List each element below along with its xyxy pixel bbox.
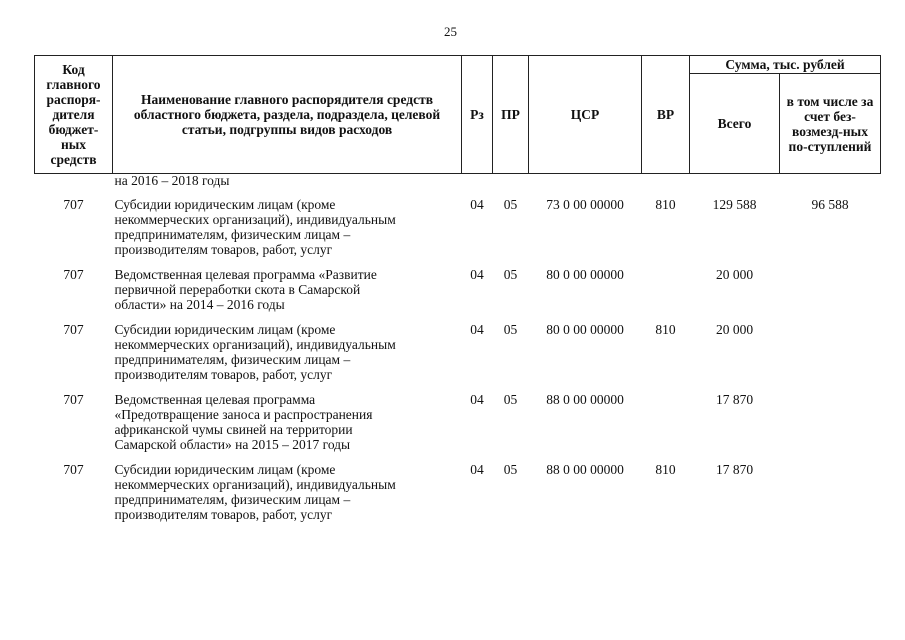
grants-cell [780, 312, 881, 382]
grants-cell [780, 452, 881, 522]
header-pr: ПР [493, 56, 529, 174]
name-text: Ведомственная целевая программа «Предотвращение заноса и распространения африканской чумы свиней на территории Самарской области» на 2015 – 2017 годы [114, 392, 373, 452]
table-row [35, 452, 881, 522]
rz-cell: 04 [470, 322, 484, 337]
pr-cell: 05 [503, 392, 518, 407]
code-cell: 707 [63, 392, 84, 407]
name-cell [113, 312, 462, 382]
page-number: 25 [444, 24, 457, 39]
budget-table [34, 55, 881, 522]
code-cell: 707 [63, 322, 84, 337]
table-row [35, 312, 881, 382]
pr-cell: 05 [503, 322, 518, 337]
csr-cell: 80 0 00 00000 [546, 267, 624, 282]
continuation-text: на 2016 – 2018 годы [114, 173, 230, 188]
name-text: Субсидии юридическим лицам (кроме некоммерческих организаций), индивидуальным предпринимателям, физическим лицам – производителям товаров, работ, услуг [114, 322, 396, 382]
rz-cell: 04 [470, 462, 484, 477]
csr-cell: 73 0 00 00000 [546, 197, 624, 212]
code-cell: 707 [63, 197, 84, 212]
header-grants: в том числе за счет без-возмезд-ных по-ступлений [780, 74, 881, 174]
rz-cell: 04 [470, 267, 484, 282]
csr-cell: 80 0 00 00000 [546, 322, 624, 337]
header-code: Код главного распоря-дителя бюджет-ных средств [35, 56, 113, 174]
csr-cell: 88 0 00 00000 [546, 392, 624, 407]
total-cell: 17 870 [715, 462, 754, 477]
table-row [35, 257, 881, 312]
vr-cell [642, 257, 690, 312]
code-cell: 707 [63, 462, 84, 477]
vr-cell: 810 [655, 197, 676, 212]
total-cell: 17 870 [715, 392, 754, 407]
pr-cell: 05 [503, 462, 518, 477]
header-name: Наименование главного распорядителя средств областного бюджета, раздела, подраздела, целевой статьи, подгруппы видов расходов [113, 56, 462, 174]
pr-cell: 05 [503, 197, 518, 212]
grants-cell [780, 382, 881, 452]
vr-cell: 810 [655, 462, 676, 477]
name-text: Субсидии юридическим лицам (кроме некоммерческих организаций), индивидуальным предпринимателям, физическим лицам – производителям товаров, работ, услуг [114, 462, 396, 522]
vr-cell: 810 [655, 322, 676, 337]
name-cell [113, 382, 462, 452]
csr-cell: 88 0 00 00000 [546, 462, 624, 477]
header-csr: ЦСР [529, 56, 642, 174]
vr-cell [642, 382, 690, 452]
header-vr: ВР [642, 56, 690, 174]
rz-cell: 04 [470, 197, 484, 212]
grants-cell [780, 257, 881, 312]
total-cell: 129 588 [712, 197, 757, 212]
pr-cell: 05 [503, 267, 518, 282]
name-cell [113, 257, 462, 312]
code-cell: 707 [63, 267, 84, 282]
continuation-row [35, 174, 881, 188]
name-cell [113, 187, 462, 257]
name-cell [113, 452, 462, 522]
name-text: Ведомственная целевая программа «Развитие первичной переработки скота в Самарской области» на 2014 – 2016 годы [114, 267, 377, 312]
name-text: Субсидии юридическим лицам (кроме некоммерческих организаций), индивидуальным предпринимателям, физическим лицам – производителям товаров, работ, услуг [114, 197, 396, 257]
header-total: Всего [690, 74, 780, 174]
header-rz: Рз [462, 56, 493, 174]
grants-cell: 96 588 [811, 197, 849, 212]
header-sum: Сумма, тыс. рублей [690, 56, 881, 74]
table-row [35, 382, 881, 452]
rz-cell: 04 [470, 392, 484, 407]
total-cell: 20 000 [715, 267, 754, 282]
total-cell: 20 000 [715, 322, 754, 337]
table-row [35, 187, 881, 257]
